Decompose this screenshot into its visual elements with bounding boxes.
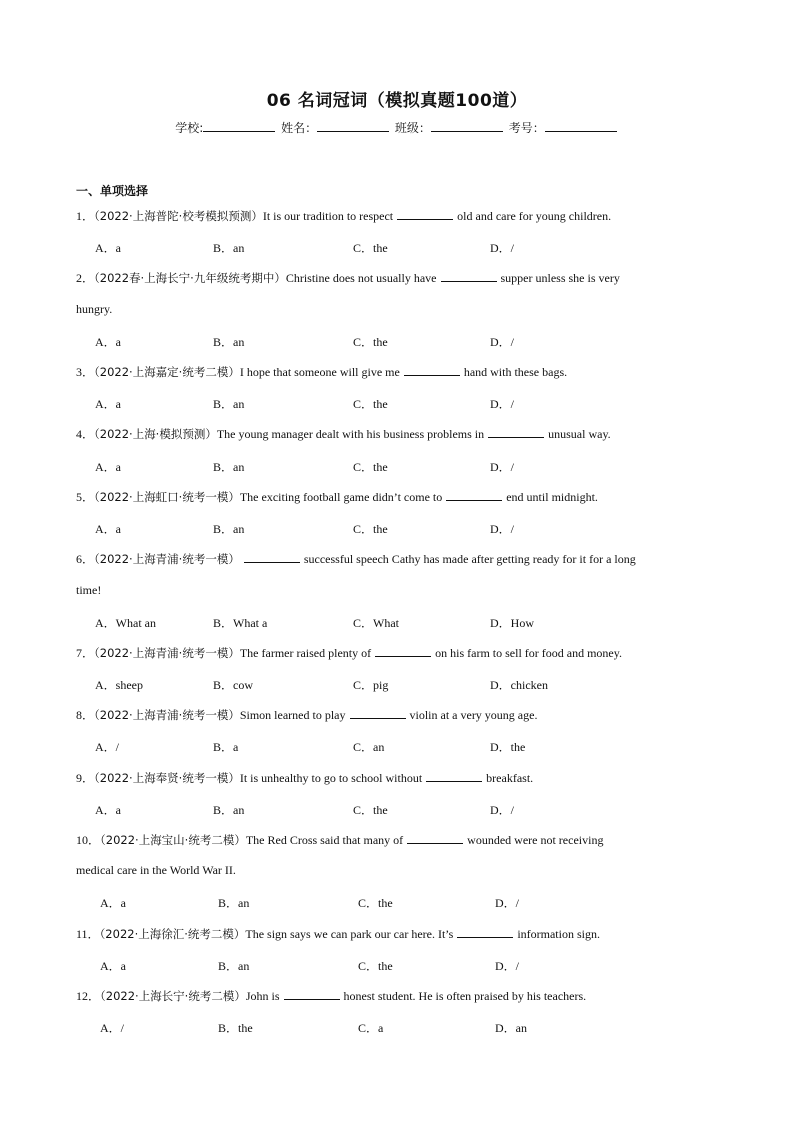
question-text: Simon learned to play bbox=[239, 708, 346, 722]
question-number: 7． bbox=[76, 646, 95, 660]
option-b[interactable]: B．an bbox=[218, 959, 250, 973]
option-b[interactable]: B．an bbox=[213, 397, 245, 411]
question-12 bbox=[76, 981, 721, 1012]
question-source: （2022·上海奉贤·统考一模） bbox=[94, 771, 240, 785]
option-a[interactable]: A．sheep bbox=[95, 678, 143, 692]
question-5 bbox=[76, 482, 721, 513]
question-continuation: time! bbox=[76, 583, 102, 597]
answer-blank[interactable] bbox=[446, 489, 502, 501]
question-1 bbox=[76, 201, 721, 232]
option-c[interactable]: C．pig bbox=[353, 678, 389, 692]
option-b[interactable]: B．the bbox=[218, 1021, 253, 1035]
exam-number-blank bbox=[545, 120, 617, 132]
question-text: It is our tradition to respect bbox=[262, 209, 394, 223]
name-label: 姓名： bbox=[281, 121, 318, 135]
question-number: 10． bbox=[76, 833, 101, 847]
answer-blank[interactable] bbox=[397, 208, 453, 220]
question-source: （2022·上海青浦·统考一模） bbox=[94, 708, 240, 722]
question-text: Christine does not usually have bbox=[285, 271, 437, 285]
question-text-rest: end until midnight. bbox=[506, 490, 598, 504]
answer-blank[interactable] bbox=[407, 832, 463, 844]
class-label: 班级： bbox=[394, 121, 431, 135]
question-text-rest: wounded were not receiving bbox=[467, 833, 604, 847]
option-d[interactable]: D．/ bbox=[490, 522, 515, 536]
answer-blank[interactable] bbox=[426, 770, 482, 782]
option-a[interactable]: A．a bbox=[95, 460, 121, 474]
option-a[interactable]: A．a bbox=[95, 335, 121, 349]
question-source: （2022·上海青浦·统考一模） bbox=[94, 552, 240, 566]
question-text-rest: honest student. He is often praised by his teachers. bbox=[343, 989, 587, 1003]
question-source: （2022·上海普陀·校考模拟预测） bbox=[94, 209, 263, 223]
option-b[interactable]: B．an bbox=[218, 896, 250, 910]
option-d[interactable]: D．/ bbox=[490, 397, 515, 411]
option-b[interactable]: B．an bbox=[213, 335, 245, 349]
option-b[interactable]: B．an bbox=[213, 241, 245, 255]
option-b[interactable]: B．What a bbox=[213, 616, 268, 630]
option-d[interactable]: D．chicken bbox=[490, 678, 548, 692]
answer-blank[interactable] bbox=[350, 707, 406, 719]
option-d[interactable]: D．/ bbox=[490, 335, 515, 349]
question-text: I hope that someone will give me bbox=[239, 365, 400, 379]
answer-blank[interactable] bbox=[441, 270, 497, 282]
question-number: 2． bbox=[76, 271, 95, 285]
question-number: 3． bbox=[76, 365, 95, 379]
option-c[interactable]: C．a bbox=[358, 1021, 384, 1035]
option-d[interactable]: D．an bbox=[495, 1021, 527, 1035]
option-a[interactable]: A．a bbox=[100, 959, 126, 973]
question-text-rest: on his farm to sell for food and money. bbox=[435, 646, 622, 660]
option-b[interactable]: B．an bbox=[213, 460, 245, 474]
option-d[interactable]: D．How bbox=[490, 616, 534, 630]
question-text: The farmer raised plenty of bbox=[239, 646, 372, 660]
option-b[interactable]: B．an bbox=[213, 522, 245, 536]
answer-blank[interactable] bbox=[488, 426, 544, 438]
question-number: 12． bbox=[76, 989, 101, 1003]
school-label: 学校: bbox=[175, 121, 204, 135]
answer-blank[interactable] bbox=[375, 645, 431, 657]
question-text-rest: hand with these bags. bbox=[463, 365, 568, 379]
school-blank bbox=[203, 120, 275, 132]
option-c[interactable]: C．the bbox=[353, 335, 388, 349]
option-a[interactable]: A．a bbox=[95, 397, 121, 411]
option-b[interactable]: B．an bbox=[213, 803, 245, 817]
answer-blank[interactable] bbox=[284, 988, 340, 1000]
class-blank bbox=[431, 120, 503, 132]
question-8 bbox=[76, 700, 721, 731]
question-9 bbox=[76, 763, 721, 794]
question-7 bbox=[76, 638, 721, 669]
option-d[interactable]: D．/ bbox=[490, 241, 515, 255]
option-a[interactable]: A．/ bbox=[95, 740, 120, 754]
question-text: The young manager dealt with his business problems in bbox=[216, 427, 485, 441]
option-c[interactable]: C．What bbox=[353, 616, 399, 630]
option-a[interactable]: A．a bbox=[95, 241, 121, 255]
question-text: The exciting football game didn’t come to bbox=[239, 490, 443, 504]
question-number: 8． bbox=[76, 708, 95, 722]
page-title: 06 名词冠词（模拟真题100道） bbox=[266, 91, 528, 111]
question-number: 6． bbox=[76, 552, 95, 566]
question-source: （2022·上海虹口·统考一模） bbox=[94, 490, 240, 504]
question-source: （2022春·上海长宁·九年级统考期中） bbox=[94, 271, 286, 285]
option-a[interactable]: A．a bbox=[95, 803, 121, 817]
question-2 bbox=[76, 263, 721, 294]
question-10 bbox=[76, 825, 721, 856]
question-text: The Red Cross said that many of bbox=[245, 833, 404, 847]
question-6 bbox=[76, 544, 721, 575]
option-a[interactable]: A．What an bbox=[95, 616, 156, 630]
name-blank bbox=[317, 120, 389, 132]
question-text-rest: violin at a very young age. bbox=[409, 708, 538, 722]
question-text-rest: information sign. bbox=[517, 927, 600, 941]
option-a[interactable]: A．/ bbox=[100, 1021, 125, 1035]
question-number: 1． bbox=[76, 209, 95, 223]
section-heading: 一、单项选择 bbox=[76, 184, 149, 198]
question-source: （2022·上海嘉定·统考二模） bbox=[94, 365, 240, 379]
answer-blank[interactable] bbox=[457, 926, 513, 938]
option-d[interactable]: D．/ bbox=[490, 803, 515, 817]
option-c[interactable]: C．the bbox=[358, 896, 393, 910]
option-c[interactable]: C．the bbox=[353, 803, 388, 817]
question-3 bbox=[76, 357, 721, 388]
question-continuation: medical care in the World War II. bbox=[76, 863, 236, 877]
question-text-rest: old and care for young children. bbox=[457, 209, 612, 223]
answer-blank[interactable] bbox=[404, 364, 460, 376]
option-a[interactable]: A．a bbox=[95, 522, 121, 536]
question-text: The sign says we can park our car here. It’s bbox=[245, 927, 454, 941]
question-text-rest: successful speech Cathy has made after getting ready for it for a long bbox=[303, 552, 636, 566]
option-d[interactable]: D．/ bbox=[495, 896, 520, 910]
question-source: （2022·上海宝山·统考二模） bbox=[100, 833, 246, 847]
question-text: John is bbox=[245, 989, 280, 1003]
option-c[interactable]: C．an bbox=[353, 740, 385, 754]
option-a[interactable]: A．a bbox=[100, 896, 126, 910]
option-d[interactable]: D．the bbox=[490, 740, 526, 754]
student-info-line bbox=[0, 119, 794, 136]
option-b[interactable]: B．a bbox=[213, 740, 239, 754]
question-text: It is unhealthy to go to school without bbox=[239, 771, 423, 785]
question-11 bbox=[76, 919, 721, 950]
question-continuation: hungry. bbox=[76, 302, 113, 316]
option-d[interactable]: D．/ bbox=[495, 959, 520, 973]
question-number: 5． bbox=[76, 490, 95, 504]
option-c[interactable]: C．the bbox=[353, 241, 388, 255]
question-source: （2022·上海徐汇·统考二模） bbox=[99, 927, 246, 941]
question-text-rest: unusual way. bbox=[548, 427, 611, 441]
question-number: 4． bbox=[76, 427, 95, 441]
question-source: （2022·上海青浦·统考一模） bbox=[94, 646, 240, 660]
answer-blank[interactable] bbox=[244, 551, 300, 563]
question-text-rest: supper unless she is very bbox=[500, 271, 620, 285]
option-d[interactable]: D．/ bbox=[490, 460, 515, 474]
question-source: （2022·上海长宁·统考二模） bbox=[100, 989, 246, 1003]
option-c[interactable]: C．the bbox=[353, 522, 388, 536]
question-text-rest: breakfast. bbox=[486, 771, 534, 785]
question-number: 11． bbox=[76, 927, 100, 941]
question-4 bbox=[76, 419, 721, 450]
question-source: （2022·上海·模拟预测） bbox=[94, 427, 217, 441]
option-b[interactable]: B．cow bbox=[213, 678, 253, 692]
option-c[interactable]: C．the bbox=[353, 397, 388, 411]
exam-number-label: 考号： bbox=[508, 121, 545, 135]
option-c[interactable]: C．the bbox=[358, 959, 393, 973]
question-number: 9． bbox=[76, 771, 95, 785]
option-c[interactable]: C．the bbox=[353, 460, 388, 474]
